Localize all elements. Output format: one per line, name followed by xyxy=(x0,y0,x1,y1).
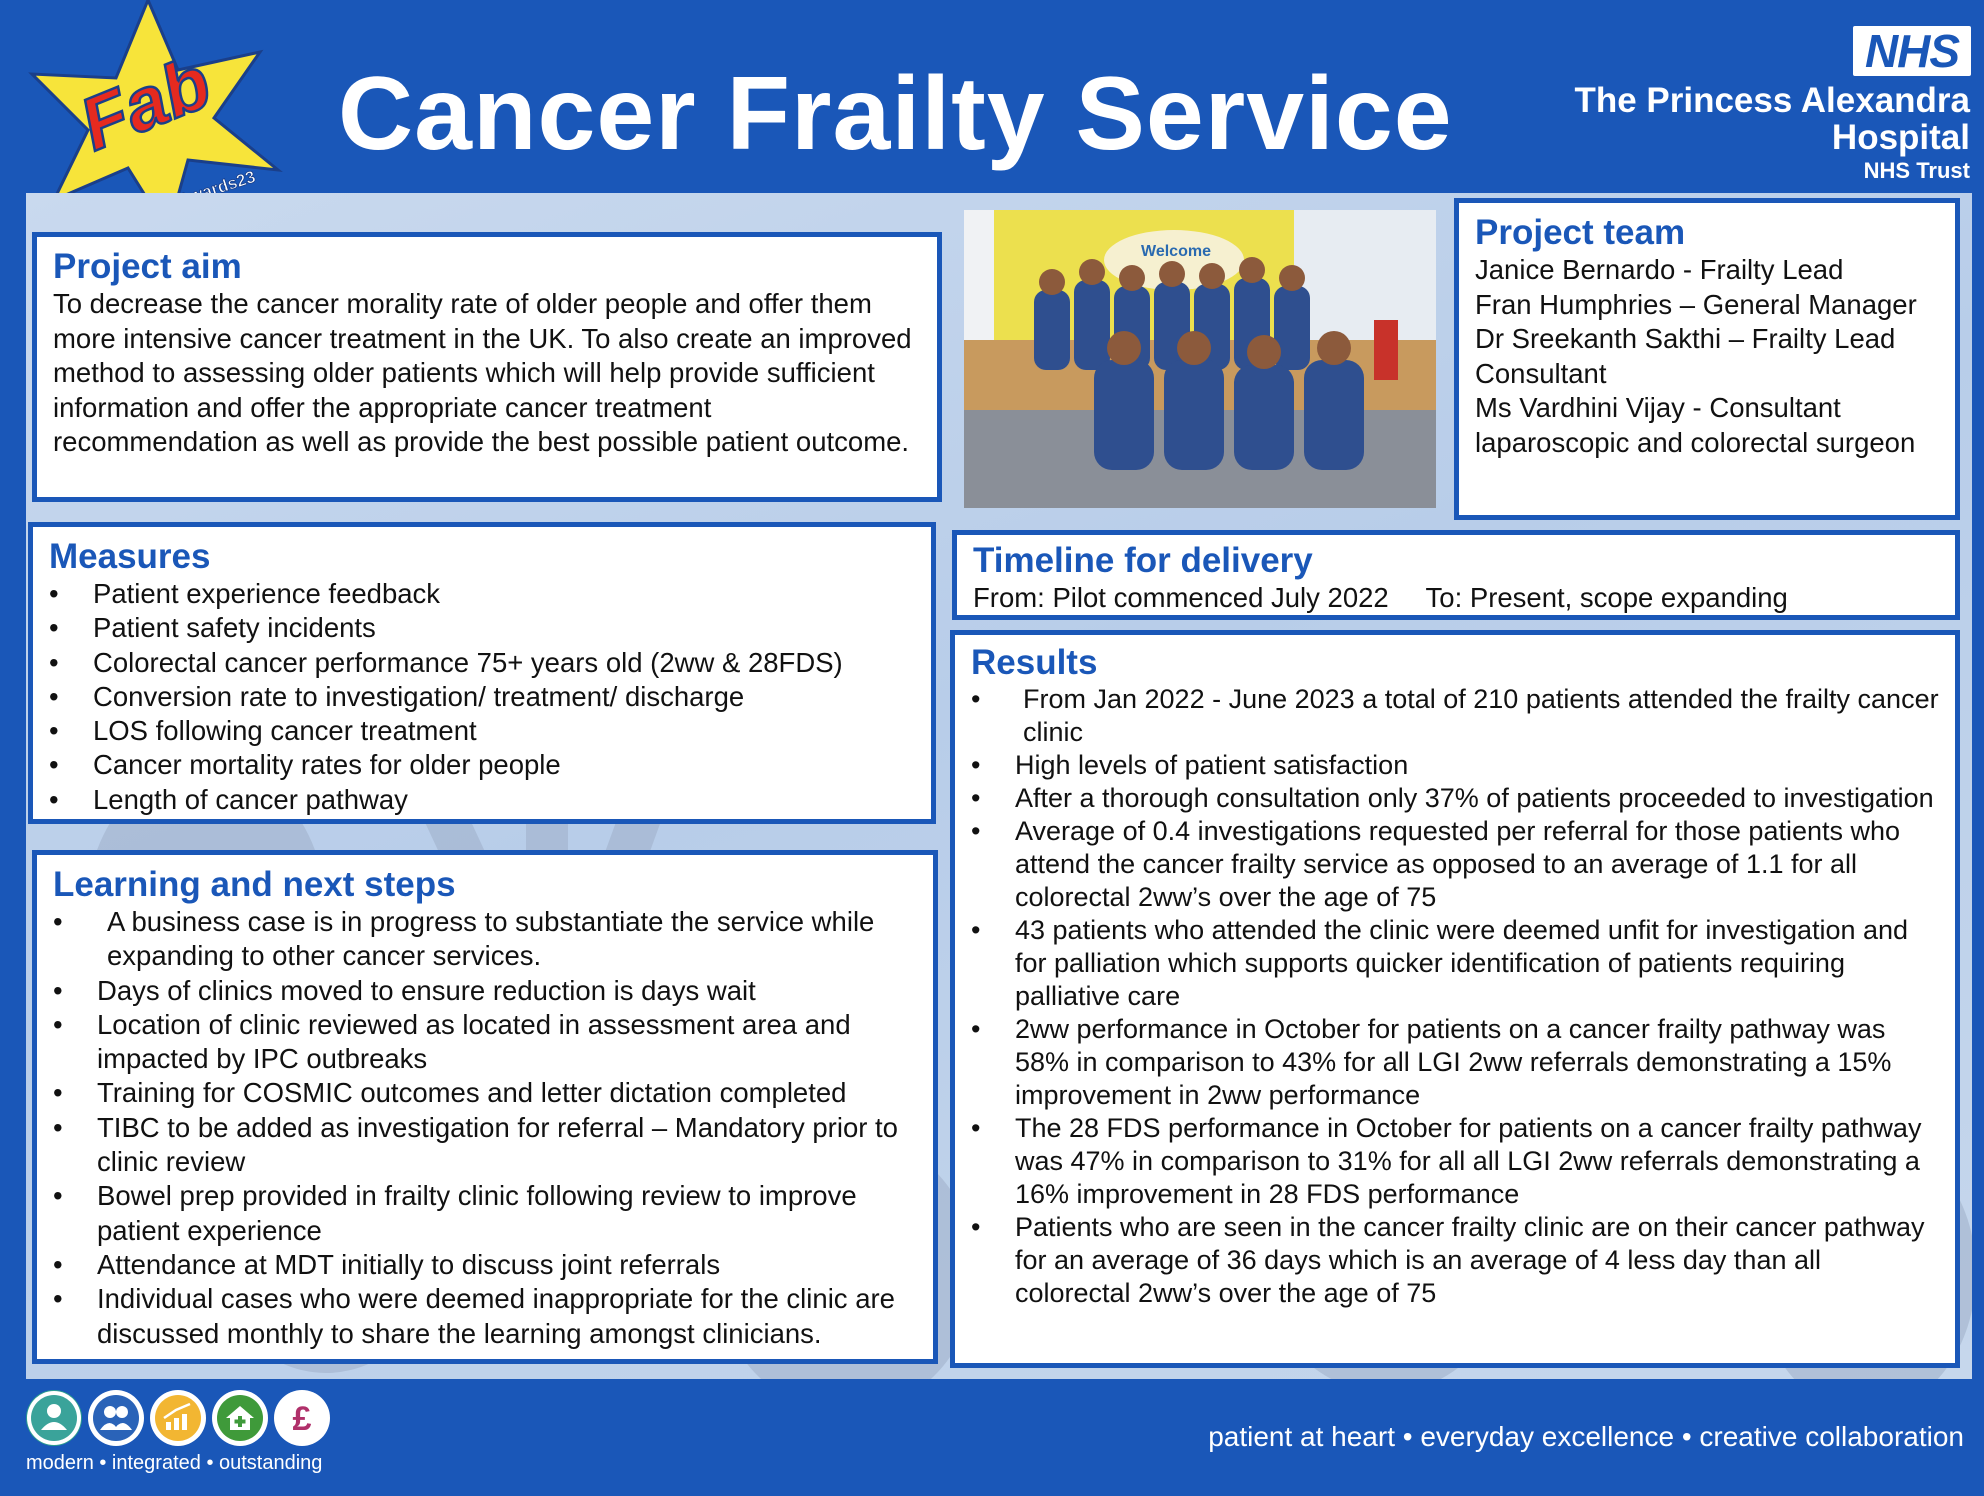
results-list xyxy=(971,683,1939,1310)
list-item: • Days of clinics moved to ensure reduction is days wait xyxy=(53,974,917,1008)
home-plus-icon xyxy=(212,1390,268,1446)
measures-list xyxy=(49,577,915,817)
list-item: • Conversion rate to investigation/ treatment/ discharge xyxy=(49,680,915,714)
org-name-line2: Hospital xyxy=(1831,118,1970,157)
photo-sign-line1: Welcome xyxy=(1141,243,1211,260)
org-name-line1: The Princess Alexandra xyxy=(1574,81,1970,120)
timeline-dates xyxy=(973,581,1939,616)
list-item: • Average of 0.4 investigations requested per referral for those patients who attend the cancer frailty service as opposed to an average of 1.1 for all colorectal 2ww’s over the age of 75 xyxy=(971,815,1939,914)
project-team-box xyxy=(1454,198,1960,520)
nhs-logo xyxy=(1853,26,1971,76)
list-item: • From Jan 2022 - June 2023 a total of 210 patients attended the frailty cancer clinic xyxy=(971,683,1939,749)
pound-icon xyxy=(274,1390,330,1446)
organisation-subtitle: NHS Trust xyxy=(1863,158,1970,183)
learning-box xyxy=(32,850,938,1364)
list-item: • Length of cancer pathway xyxy=(49,783,915,817)
page-title: Cancer Frailty Service xyxy=(338,56,1453,172)
list-item: • Cancer mortality rates for older people xyxy=(49,748,915,782)
list-item: • After a thorough consultation only 37% of patients proceeded to investigation xyxy=(971,782,1939,815)
results-box xyxy=(950,630,1960,1368)
list-item: • Bowel prep provided in frailty clinic following review to improve patient experience xyxy=(53,1179,917,1248)
list-item: • TIBC to be added as investigation for referral – Mandatory prior to clinic review xyxy=(53,1111,917,1180)
list-item: • Colorectal cancer performance 75+ years old (2ww & 28FDS) xyxy=(49,646,915,680)
project-team-title: Project team xyxy=(1475,213,1686,252)
list-item: • The 28 FDS performance in October for patients on a cancer frailty pathway was 47% in comparison to 31% for all all LGI 2ww referrals demonstrating a 16% improvement in 28 FDS performance xyxy=(971,1112,1939,1211)
people-icon xyxy=(26,1390,82,1446)
svg-text:£: £ xyxy=(292,1400,312,1438)
learning-list xyxy=(53,905,917,1351)
group-icon xyxy=(88,1390,144,1446)
results-title: Results xyxy=(971,643,1098,682)
list-item: • Individual cases who were deemed inappropriate for the clinic are discussed monthly to share the learning amongst clinicians. xyxy=(53,1282,917,1351)
list-item: • 43 patients who attended the clinic were deemed unfit for investigation and for palliation which supports quicker identification of patients requiring palliative care xyxy=(971,914,1939,1013)
team-member: Fran Humphries – General Manager xyxy=(1475,288,1917,320)
measures-title: Measures xyxy=(49,537,211,576)
team-member: Dr Sreekanth Sakthi – Frailty Lead Consultant xyxy=(1475,323,1896,389)
list-item: • Location of clinic reviewed as located in assessment area and impacted by IPC outbreaks xyxy=(53,1008,917,1077)
team-photo xyxy=(964,210,1436,508)
measures-box xyxy=(28,522,936,824)
list-item: • Patient safety incidents xyxy=(49,611,915,645)
list-item: • Patient experience feedback xyxy=(49,577,915,611)
list-item: • High levels of patient satisfaction xyxy=(971,749,1939,782)
timeline-box xyxy=(952,530,1960,620)
learning-title: Learning and next steps xyxy=(53,865,456,904)
organisation-name xyxy=(1574,82,1970,156)
list-item: • 2ww performance in October for patients on a cancer frailty pathway was 58% in comparison to 43% for all LGI 2ww referrals demonstrating a 15% improvement in 2ww performance xyxy=(971,1013,1939,1112)
list-item: • Training for COSMIC outcomes and letter dictation completed xyxy=(53,1076,917,1110)
list-item: • Attendance at MDT initially to discuss joint referrals xyxy=(53,1248,917,1282)
team-member: Janice Bernardo - Frailty Lead xyxy=(1475,254,1844,285)
list-item: • A business case is in progress to substantiate the service while expanding to other cancer services. xyxy=(53,905,917,974)
team-member: Ms Vardhini Vijay - Consultant laparoscopic and colorectal surgeon xyxy=(1475,392,1916,458)
timeline-from: From: Pilot commenced July 2022 xyxy=(973,582,1389,613)
list-item: • LOS following cancer treatment xyxy=(49,714,915,748)
timeline-title: Timeline for delivery xyxy=(973,541,1313,580)
footer-tagline: modern • integrated • outstanding xyxy=(26,1452,323,1474)
project-aim-box xyxy=(32,232,942,502)
badge-word: Fab xyxy=(68,39,222,167)
footer-values: patient at heart • everyday excellence • creative collaboration xyxy=(1208,1421,1964,1452)
project-aim-text: To decrease the cancer morality rate of older people and offer them more intensive cancer treatment in the UK. To also create an improved method to assessing older patients which will help provide sufficient information and offer the appropriate cancer treatment recommendation as well as provide the best possible patient outcome. xyxy=(53,288,912,457)
growth-chart-icon xyxy=(150,1390,206,1446)
project-aim-title: Project aim xyxy=(53,247,242,286)
timeline-to: To: Present, scope expanding xyxy=(1425,582,1788,613)
nhs-logo-text: NHS xyxy=(1864,25,1960,77)
list-item: • Patients who are seen in the cancer frailty clinic are on their cancer pathway for an average of 36 days which is an average of 4 less day than all colorectal 2ww’s over the age of 75 xyxy=(971,1211,1939,1310)
